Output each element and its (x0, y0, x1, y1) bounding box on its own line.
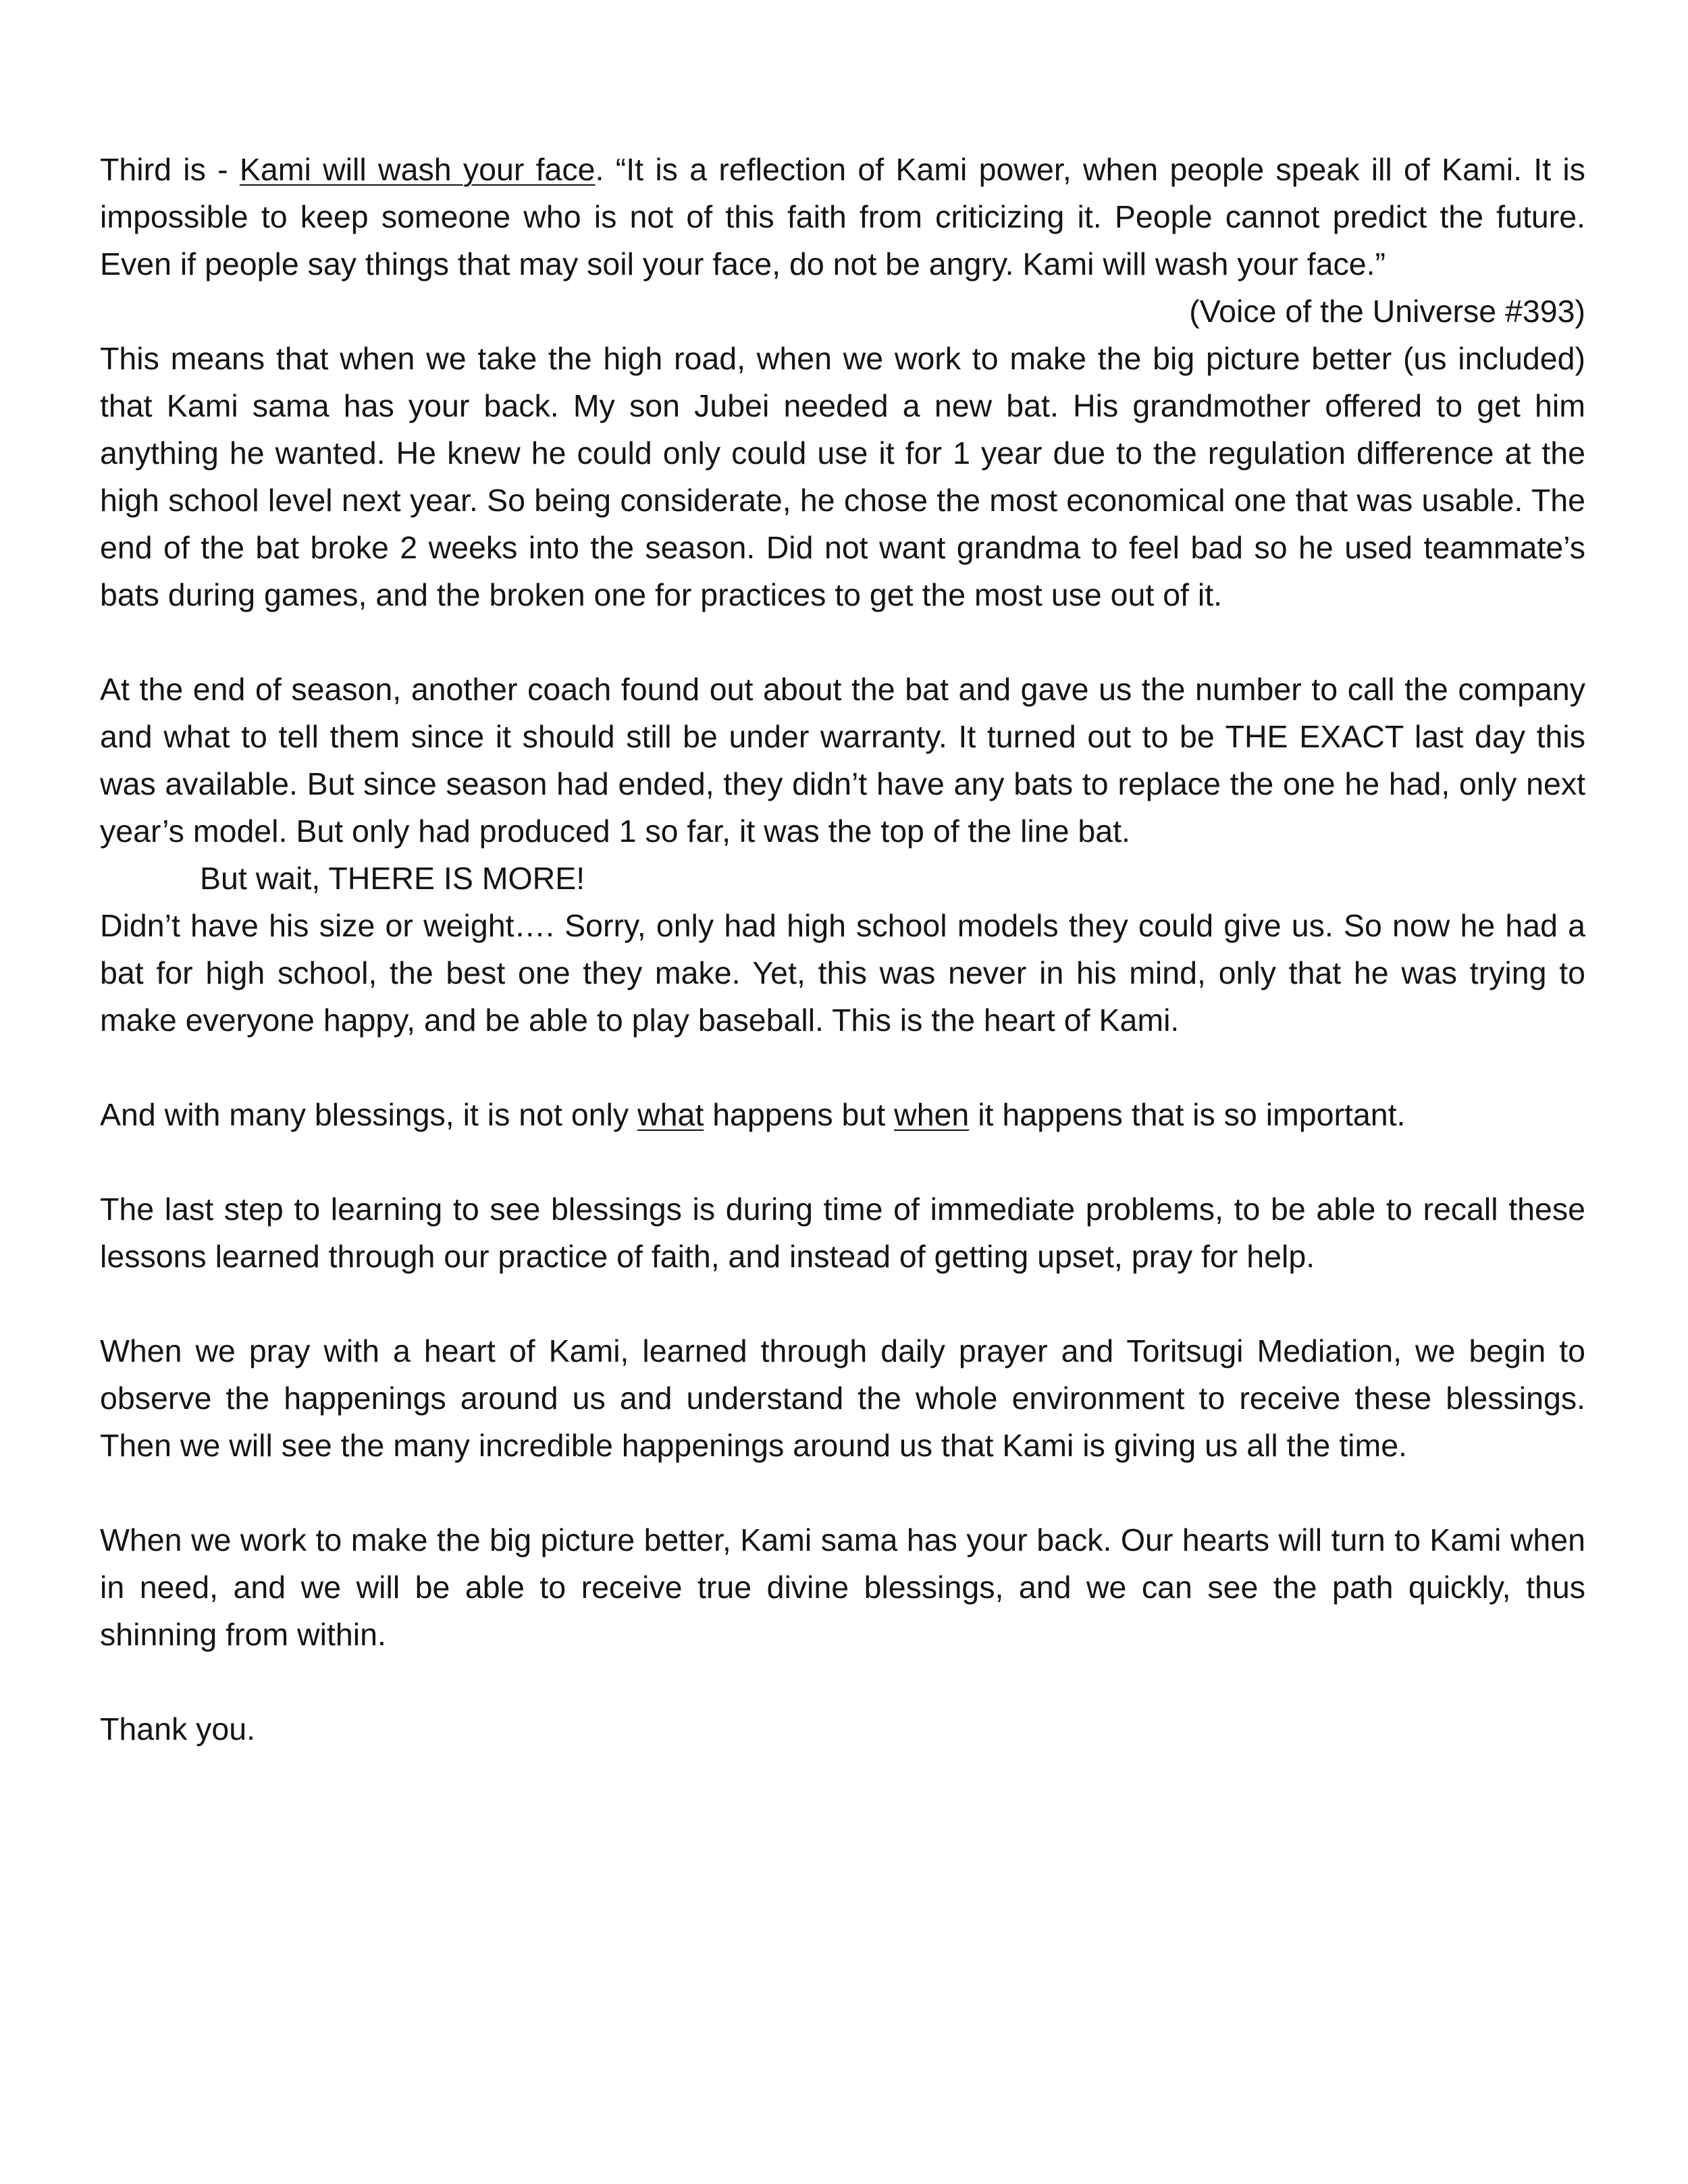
paragraph-gap (100, 618, 1585, 666)
paragraph-what-when (100, 1091, 1585, 1138)
quote-text: . “It is a reflection of Kami power, when people speak ill of Kami. It is impossible to keep someone who is not of this faith from criticizing it. People cannot predict the future. Even if people say things that may soil your face, do not be angry. Kami will wash your face.” (100, 152, 1586, 282)
paragraph-gap (100, 1658, 1585, 1705)
paragraph-big-picture: When we work to make the big picture better, Kami sama has your back. Our hearts will turn to Kami when in need, and we will be able to receive true divine blessings, and we can see the path quickly, thus shinning from within. (100, 1522, 1585, 1652)
text-fragment: And with many blessings, it is not only (100, 1097, 638, 1132)
paragraph-third-point (100, 146, 1585, 288)
paragraph-gap (100, 1469, 1585, 1516)
paragraph-last-step: The last step to learning to see blessings is during time of immediate problems, to be able to recall these lessons learned through our practice of faith, and instead of getting upset, pray for help. (100, 1192, 1585, 1274)
text-fragment: it happens that is so important. (969, 1097, 1406, 1132)
underlined-when: when (894, 1097, 970, 1132)
paragraph-gap (100, 1044, 1585, 1091)
closing-line: Thank you. (100, 1711, 256, 1747)
citation: (Voice of the Universe #393) (1189, 294, 1585, 329)
paragraph-gap (100, 1138, 1585, 1186)
underlined-what: what (637, 1097, 704, 1132)
paragraph-pray-heart-of-kami: When we pray with a heart of Kami, learned through daily prayer and Toritsugi Mediation, we begin to observe the happenings around us and understand the whole environment to receive these blessings. Then we will see the many incredible happenings around us that Kami is giving us all the time. (100, 1333, 1585, 1463)
paragraph-high-road: This means that when we take the high road, when we work to make the big picture better (us included) that Kami sama has your back. My son Jubei needed a new bat. His grandmother offered to get him anything he wanted. He knew he could only could use it for 1 year due to the regulation difference at the high school level next year. So being considerate, he chose the most economical one that was usable. The end of the bat broke 2 weeks into the season. Did not want grandma to feel bad so he used teammate’s bats during games, and the broken one for practices to get the most use out of it. (100, 341, 1585, 612)
paragraph-gap (100, 1280, 1585, 1327)
underlined-heading: Kami will wash your face (239, 152, 596, 187)
document-page (100, 146, 1585, 1753)
text-fragment: happens but (704, 1097, 895, 1132)
paragraph-high-school-bat: Didn’t have his size or weight…. Sorry, only had high school models they could give us. So now he had a bat for high school, the best one they make. Yet, this was never in his mind, only that he was trying to make everyone happy, and be able to play baseball. This is the heart of Kami. (100, 908, 1585, 1038)
paragraph-there-is-more: But wait, THERE IS MORE! (200, 861, 585, 896)
paragraph-lead: Third is - (100, 152, 240, 187)
paragraph-warranty: At the end of season, another coach found out about the bat and gave us the number to call the company and what to tell them since it should still be under warranty. It turned out to be THE EXACT last day this was available. But since season had ended, they didn’t have any bats to replace the one he had, only next year’s model. But only had produced 1 so far, it was the top of the line bat. (100, 672, 1585, 849)
